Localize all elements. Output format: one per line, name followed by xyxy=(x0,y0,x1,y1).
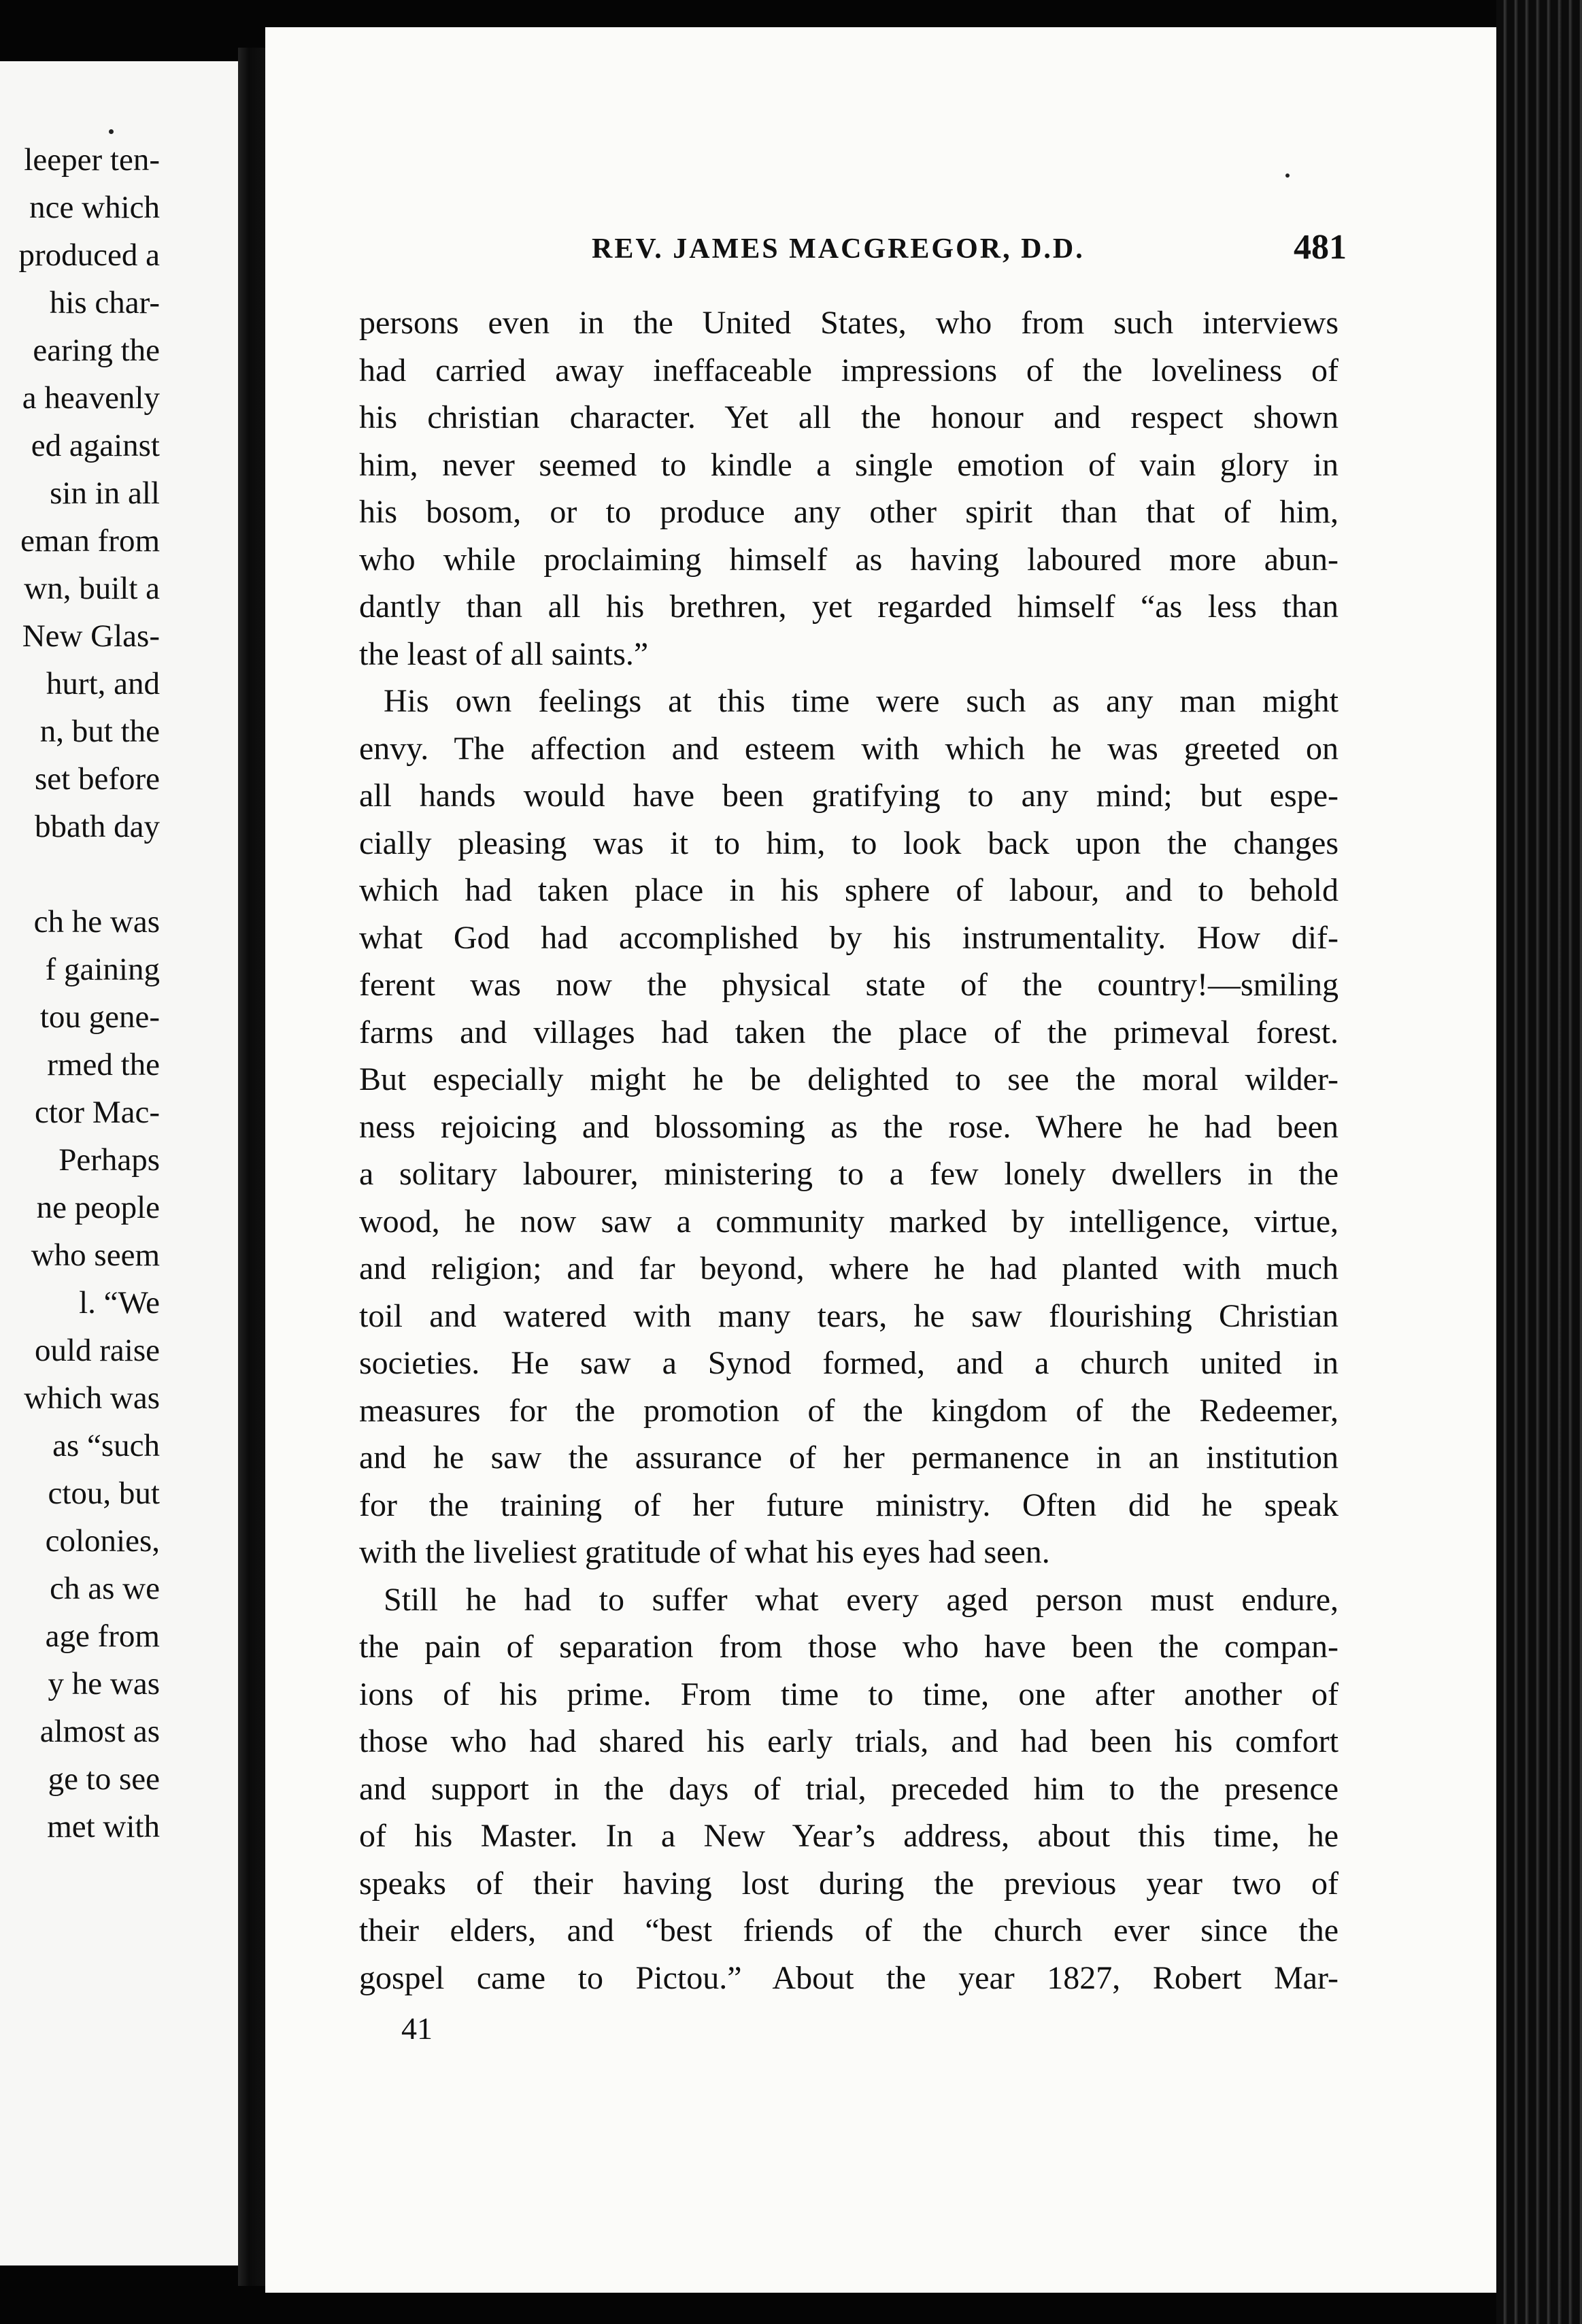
text-line: cially pleasing was it to him, to look back upon the changes xyxy=(359,825,1339,861)
left-fragment-line: a heavenly xyxy=(22,380,160,416)
text-line: toil and watered with many tears, he saw flourishing Christian xyxy=(359,1297,1339,1334)
text-line: their elders, and “best friends of the church ever since the xyxy=(359,1912,1339,1948)
left-fragment-line: who seem xyxy=(31,1238,160,1273)
left-fragment-line: tou gene- xyxy=(39,999,160,1035)
left-fragment-line: sin in all xyxy=(50,476,160,511)
text-line: of his Master. In a New Year’s address, about this time, he xyxy=(359,1818,1339,1854)
text-line: who while proclaiming himself as having laboured more abun- xyxy=(359,541,1339,578)
text-line: a solitary labourer, ministering to a few lonely dwellers in the xyxy=(359,1156,1339,1192)
left-fragment-line: New Glas- xyxy=(22,618,160,654)
left-fragment-line: met with xyxy=(47,1809,160,1844)
text-line: and religion; and far beyond, where he had planted with much xyxy=(359,1250,1339,1286)
text-line: gospel came to Pictou.” About the year 1827, Robert Mar- xyxy=(359,1959,1339,1996)
page-header xyxy=(592,228,1347,280)
left-fragment-line: bbath day xyxy=(34,809,160,844)
left-fragment-line: n, but the xyxy=(39,714,160,749)
text-line: and support in the days of trial, preceded him to the presence xyxy=(359,1770,1339,1807)
text-line: farms and villages had taken the place of the primeval forest. xyxy=(359,1014,1339,1050)
left-fragment-line: as “such xyxy=(52,1428,160,1463)
text-line: all hands would have been gratifying to any mind; but espe- xyxy=(359,778,1339,814)
left-fragment-line: ne people xyxy=(36,1190,160,1225)
text-line: envy. The affection and esteem with which he was greeted on xyxy=(359,730,1339,767)
left-fragment-line: earing the xyxy=(33,333,160,368)
left-fragment-line: ge to see xyxy=(48,1761,160,1797)
text-line: persons even in the United States, who from such interviews xyxy=(359,305,1339,341)
left-fragment-line: ould raise xyxy=(34,1333,160,1368)
text-line: measures for the promotion of the kingdom of the Redeemer, xyxy=(359,1392,1339,1429)
left-fragment-line: eman from xyxy=(20,523,160,559)
text-line: dantly than all his brethren, yet regarded himself “as less than xyxy=(359,588,1339,625)
left-fragment-line: l. “We xyxy=(79,1285,160,1321)
book-gutter xyxy=(238,48,265,2286)
left-fragment-line: hurt, and xyxy=(46,666,160,701)
text-line: and he saw the assurance of her permanence in an institution xyxy=(359,1440,1339,1476)
left-fragment-line: ch as we xyxy=(50,1571,160,1606)
left-fragment-line: ch he was xyxy=(33,904,160,940)
left-fragment-line: his char- xyxy=(49,285,160,320)
text-line: the least of all saints.” xyxy=(359,635,649,672)
body-text xyxy=(359,299,1339,2002)
text-line: him, never seemed to kindle a single emotion of vain glory in xyxy=(359,446,1339,483)
left-fragment-line: colonies, xyxy=(45,1523,160,1559)
text-line: ions of his prime. From time to time, one after another of xyxy=(359,1676,1339,1712)
left-fragment-line: nce which xyxy=(29,190,160,225)
left-fragment-line: f gaining xyxy=(45,952,160,987)
page-number: 481 xyxy=(1294,228,1347,267)
text-line: ferent was now the physical state of the country!—smiling xyxy=(359,967,1339,1003)
running-head: REV. JAMES MACGREGOR, D.D. xyxy=(592,233,1085,265)
text-line: had carried away ineffaceable impressions of the loveliness of xyxy=(359,352,1339,388)
text-line: his bosom, or to produce any other spirit than that of him, xyxy=(359,494,1339,530)
text-line: wood, he now saw a community marked by intelligence, virtue, xyxy=(359,1203,1339,1240)
text-line: the pain of separation from those who have been the compan- xyxy=(359,1629,1339,1665)
left-fragment-line: set before xyxy=(35,761,160,797)
page-edge-shadow xyxy=(1496,0,1582,2324)
text-line: which had taken place in his sphere of labour, and to behold xyxy=(359,872,1339,908)
paragraph-start-line: His own feelings at this time were such as any man might xyxy=(384,683,1339,719)
scan-speck xyxy=(1285,173,1290,178)
text-line: for the training of her future ministry. Often did he speak xyxy=(359,1487,1339,1523)
left-fragment-line: wn, built a xyxy=(24,571,160,606)
text-line: his christian character. Yet all the honour and respect shown xyxy=(359,399,1339,435)
left-fragment-line: Perhaps xyxy=(58,1142,160,1178)
text-line: But especially might he be delighted to see the moral wilder- xyxy=(359,1061,1339,1097)
text-line: societies. He saw a Synod formed, and a church united in xyxy=(359,1345,1339,1381)
paragraph-start-line: Still he had to suffer what every aged person must endure, xyxy=(384,1581,1339,1618)
left-fragment-line: almost as xyxy=(39,1714,160,1749)
text-line: with the liveliest gratitude of what his eyes had seen. xyxy=(359,1534,1050,1570)
text-line: speaks of their having lost during the previous year two of xyxy=(359,1865,1339,1902)
left-fragment-line: ctor Mac- xyxy=(35,1095,160,1130)
text-line: what God had accomplished by his instrumentality. How dif- xyxy=(359,919,1339,956)
left-fragment-line: which was xyxy=(24,1380,160,1416)
text-line: those who had shared his early trials, and had been his comfort xyxy=(359,1723,1339,1759)
scan-speck xyxy=(109,129,114,134)
left-fragment-line: produced a xyxy=(18,237,160,273)
left-fragment-line: age from xyxy=(45,1618,160,1654)
left-fragment-line: ed against xyxy=(31,428,160,463)
printer-signature-mark: 41 xyxy=(401,2011,433,2046)
text-line: ness rejoicing and blossoming as the rose. Where he had been xyxy=(359,1108,1339,1145)
left-fragment-line: y he was xyxy=(48,1666,160,1702)
left-fragment-line: rmed the xyxy=(47,1047,160,1082)
left-fragment-line: leeper ten- xyxy=(24,142,160,178)
previous-page-fragment xyxy=(0,61,238,2265)
left-fragment-line: ctou, but xyxy=(48,1476,160,1511)
